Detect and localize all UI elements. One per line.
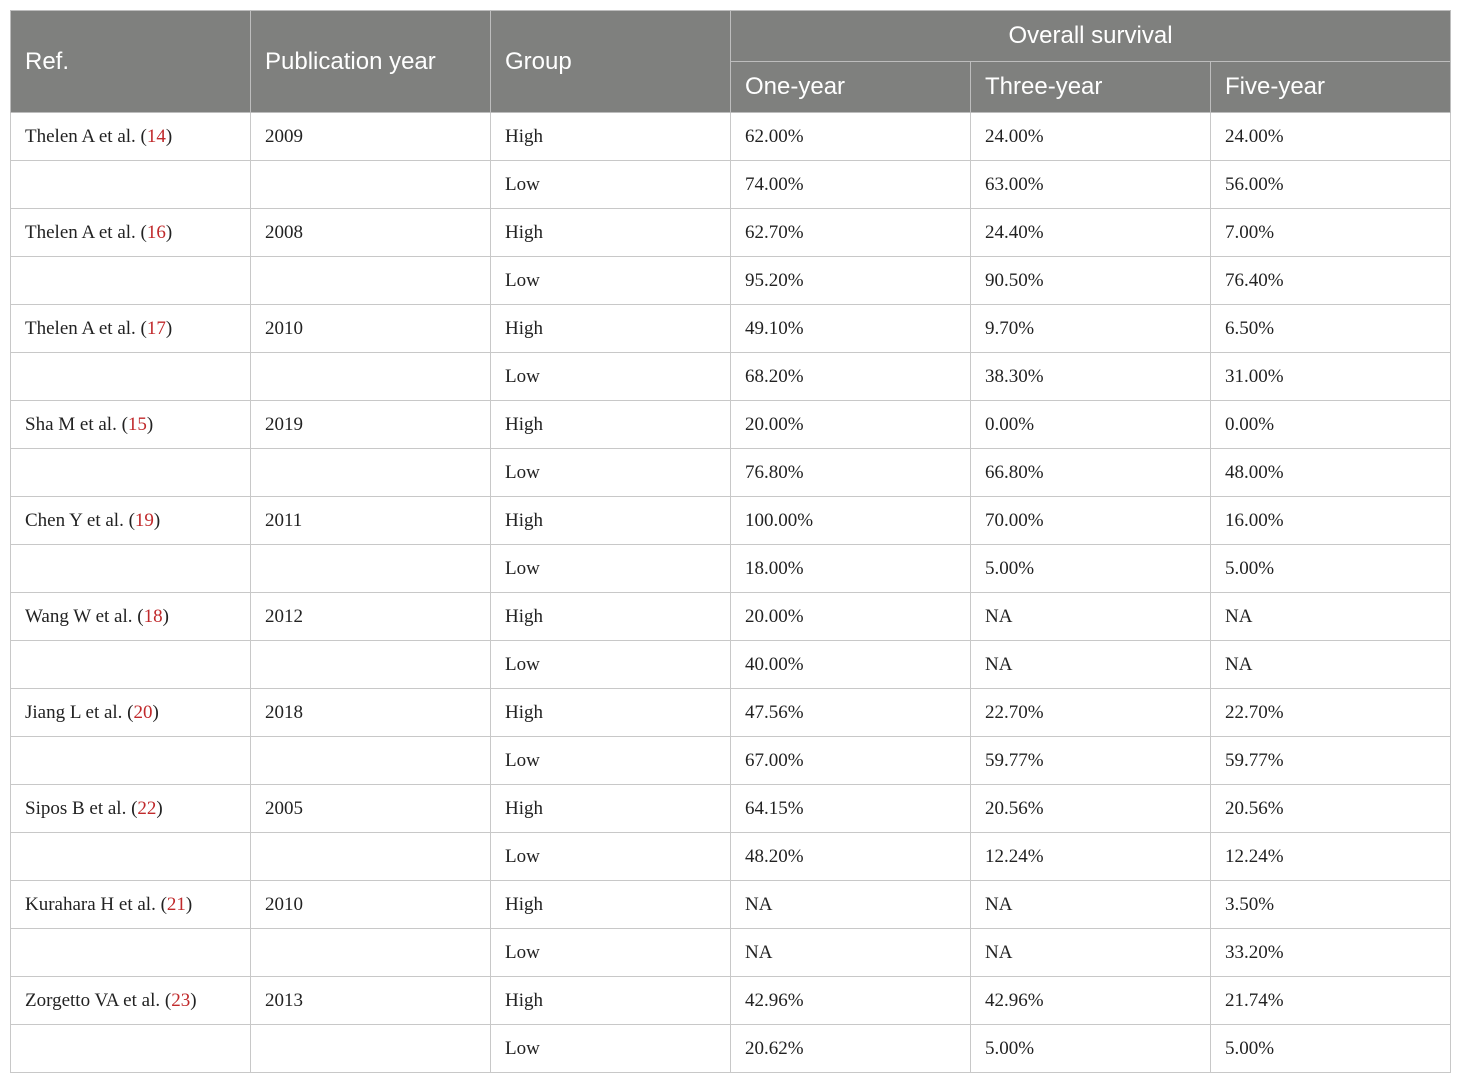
three-year-cell: NA	[971, 641, 1211, 689]
five-year-cell: 31.00%	[1211, 353, 1451, 401]
table-row	[11, 689, 1451, 737]
author-text: Wang W et al. (	[25, 605, 144, 627]
five-year-cell: 48.00%	[1211, 449, 1451, 497]
ref-cell	[11, 113, 251, 161]
author-close: )	[185, 893, 193, 915]
three-year-cell: 24.40%	[971, 209, 1211, 257]
year-cell	[251, 737, 491, 785]
author-text: Thelen A et al. (	[25, 221, 147, 243]
group-cell: High	[491, 305, 731, 353]
three-year-cell: NA	[971, 881, 1211, 929]
table-row	[11, 449, 1451, 497]
five-year-cell: 12.24%	[1211, 833, 1451, 881]
group-cell: Low	[491, 1025, 731, 1073]
one-year-cell: 76.80%	[731, 449, 971, 497]
table-row	[11, 593, 1451, 641]
table-row	[11, 401, 1451, 449]
five-year-cell: 76.40%	[1211, 257, 1451, 305]
author-close: )	[152, 701, 159, 723]
author-text: Chen Y et al. (	[25, 509, 135, 531]
ref-cell	[11, 977, 251, 1025]
one-year-cell: 62.00%	[731, 113, 971, 161]
group-cell: Low	[491, 737, 731, 785]
group-cell: Low	[491, 929, 731, 977]
one-year-cell: 62.70%	[731, 209, 971, 257]
ref-cell	[11, 689, 251, 737]
one-year-cell: 49.10%	[731, 305, 971, 353]
year-cell	[251, 449, 491, 497]
header-overall-survival: Overall survival	[731, 11, 1451, 62]
ref-cell	[11, 785, 251, 833]
one-year-cell: 20.00%	[731, 401, 971, 449]
table-row	[11, 113, 1451, 161]
reference-link[interactable]: 22	[137, 797, 157, 819]
five-year-cell: 59.77%	[1211, 737, 1451, 785]
author-close: )	[165, 221, 173, 243]
table-row	[11, 737, 1451, 785]
ref-cell	[11, 401, 251, 449]
table-row	[11, 977, 1451, 1025]
one-year-cell: 20.00%	[731, 593, 971, 641]
year-cell: 2009	[251, 113, 491, 161]
five-year-cell: 5.00%	[1211, 1025, 1451, 1073]
author-text: Kurahara H et al. (	[25, 893, 167, 915]
author-close: )	[165, 317, 173, 339]
three-year-cell: 0.00%	[971, 401, 1211, 449]
ref-cell	[11, 593, 251, 641]
author-close: )	[162, 605, 169, 627]
one-year-cell: 47.56%	[731, 689, 971, 737]
one-year-cell: 95.20%	[731, 257, 971, 305]
group-cell: High	[491, 977, 731, 1025]
three-year-cell: 22.70%	[971, 689, 1211, 737]
five-year-cell: 16.00%	[1211, 497, 1451, 545]
table-row	[11, 1025, 1451, 1073]
year-cell: 2013	[251, 977, 491, 1025]
three-year-cell: 5.00%	[971, 545, 1211, 593]
table-row	[11, 641, 1451, 689]
group-cell: High	[491, 401, 731, 449]
header-group: Group	[491, 11, 731, 113]
ref-cell	[11, 257, 251, 305]
five-year-cell: 56.00%	[1211, 161, 1451, 209]
reference-link[interactable]: 19	[134, 509, 154, 531]
ref-cell	[11, 497, 251, 545]
three-year-cell: 12.24%	[971, 833, 1211, 881]
one-year-cell: 74.00%	[731, 161, 971, 209]
author-close: )	[190, 989, 197, 1011]
group-cell: Low	[491, 257, 731, 305]
ref-cell	[11, 449, 251, 497]
year-cell: 2005	[251, 785, 491, 833]
header-one-year: One-year	[731, 62, 971, 113]
year-cell: 2018	[251, 689, 491, 737]
author-text: Sipos B et al. (	[25, 797, 138, 819]
one-year-cell: 67.00%	[731, 737, 971, 785]
one-year-cell: 20.62%	[731, 1025, 971, 1073]
table-row	[11, 785, 1451, 833]
reference-link[interactable]: 17	[146, 317, 166, 339]
ref-cell	[11, 209, 251, 257]
year-cell: 2019	[251, 401, 491, 449]
table-row	[11, 353, 1451, 401]
reference-link[interactable]: 23	[171, 989, 191, 1011]
group-cell: High	[491, 785, 731, 833]
three-year-cell: 42.96%	[971, 977, 1211, 1025]
five-year-cell: NA	[1211, 593, 1451, 641]
reference-link[interactable]: 21	[166, 893, 186, 915]
three-year-cell: 24.00%	[971, 113, 1211, 161]
group-cell: High	[491, 881, 731, 929]
year-cell	[251, 641, 491, 689]
year-cell	[251, 545, 491, 593]
five-year-cell: 7.00%	[1211, 209, 1451, 257]
header-ref: Ref.	[11, 11, 251, 113]
one-year-cell: 18.00%	[731, 545, 971, 593]
ref-cell	[11, 641, 251, 689]
group-cell: Low	[491, 641, 731, 689]
one-year-cell: NA	[731, 929, 971, 977]
year-cell: 2010	[251, 881, 491, 929]
year-cell	[251, 353, 491, 401]
five-year-cell: 3.50%	[1211, 881, 1451, 929]
author-text: Thelen A et al. (	[25, 317, 147, 339]
group-cell: Low	[491, 353, 731, 401]
author-text: Zorgetto VA et al. (	[25, 989, 172, 1011]
five-year-cell: 24.00%	[1211, 113, 1451, 161]
ref-cell	[11, 833, 251, 881]
table-row	[11, 257, 1451, 305]
three-year-cell: 5.00%	[971, 1025, 1211, 1073]
table-row	[11, 209, 1451, 257]
five-year-cell: 6.50%	[1211, 305, 1451, 353]
group-cell: Low	[491, 833, 731, 881]
three-year-cell: 90.50%	[971, 257, 1211, 305]
year-cell	[251, 257, 491, 305]
author-close: )	[165, 125, 173, 147]
one-year-cell: 40.00%	[731, 641, 971, 689]
header-five-year: Five-year	[1211, 62, 1451, 113]
five-year-cell: 33.20%	[1211, 929, 1451, 977]
table-row	[11, 881, 1451, 929]
group-cell: High	[491, 689, 731, 737]
group-cell: Low	[491, 449, 731, 497]
one-year-cell: 64.15%	[731, 785, 971, 833]
table-row	[11, 161, 1451, 209]
one-year-cell: 68.20%	[731, 353, 971, 401]
five-year-cell: 0.00%	[1211, 401, 1451, 449]
table-header	[11, 11, 1451, 113]
three-year-cell: 66.80%	[971, 449, 1211, 497]
one-year-cell: 100.00%	[731, 497, 971, 545]
ref-cell	[11, 305, 251, 353]
author-text: Jiang L et al. (	[25, 701, 134, 723]
five-year-cell: 5.00%	[1211, 545, 1451, 593]
reference-link[interactable]: 15	[127, 413, 147, 435]
author-text: Sha M et al. (	[25, 413, 128, 435]
three-year-cell: 20.56%	[971, 785, 1211, 833]
five-year-cell: NA	[1211, 641, 1451, 689]
five-year-cell: 21.74%	[1211, 977, 1451, 1025]
year-cell	[251, 929, 491, 977]
three-year-cell: 38.30%	[971, 353, 1211, 401]
three-year-cell: 9.70%	[971, 305, 1211, 353]
year-cell	[251, 1025, 491, 1073]
ref-cell	[11, 929, 251, 977]
three-year-cell: 59.77%	[971, 737, 1211, 785]
author-close: )	[146, 413, 154, 435]
survival-table	[10, 10, 1451, 1073]
year-cell	[251, 833, 491, 881]
reference-link[interactable]: 14	[146, 125, 166, 147]
group-cell: High	[491, 593, 731, 641]
five-year-cell: 22.70%	[1211, 689, 1451, 737]
table-row	[11, 497, 1451, 545]
ref-cell	[11, 545, 251, 593]
five-year-cell: 20.56%	[1211, 785, 1451, 833]
ref-cell	[11, 1025, 251, 1073]
ref-cell	[11, 737, 251, 785]
reference-link[interactable]: 20	[133, 701, 153, 723]
year-cell: 2012	[251, 593, 491, 641]
year-cell: 2008	[251, 209, 491, 257]
author-close: )	[156, 797, 163, 819]
group-cell: Low	[491, 545, 731, 593]
three-year-cell: 70.00%	[971, 497, 1211, 545]
table-row	[11, 545, 1451, 593]
three-year-cell: NA	[971, 593, 1211, 641]
group-cell: Low	[491, 161, 731, 209]
ref-cell	[11, 161, 251, 209]
year-cell: 2011	[251, 497, 491, 545]
year-cell: 2010	[251, 305, 491, 353]
group-cell: High	[491, 113, 731, 161]
reference-link[interactable]: 16	[146, 221, 166, 243]
one-year-cell: 42.96%	[731, 977, 971, 1025]
table-row	[11, 833, 1451, 881]
three-year-cell: NA	[971, 929, 1211, 977]
reference-link[interactable]: 18	[143, 605, 163, 627]
author-close: )	[153, 509, 161, 531]
author-text: Thelen A et al. (	[25, 125, 147, 147]
table-row	[11, 929, 1451, 977]
ref-cell	[11, 881, 251, 929]
one-year-cell: 48.20%	[731, 833, 971, 881]
group-cell: High	[491, 497, 731, 545]
table-row	[11, 305, 1451, 353]
year-cell	[251, 161, 491, 209]
ref-cell	[11, 353, 251, 401]
group-cell: High	[491, 209, 731, 257]
three-year-cell: 63.00%	[971, 161, 1211, 209]
table-body	[11, 113, 1451, 1073]
header-three-year: Three-year	[971, 62, 1211, 113]
one-year-cell: NA	[731, 881, 971, 929]
header-publication-year: Publication year	[251, 11, 491, 113]
